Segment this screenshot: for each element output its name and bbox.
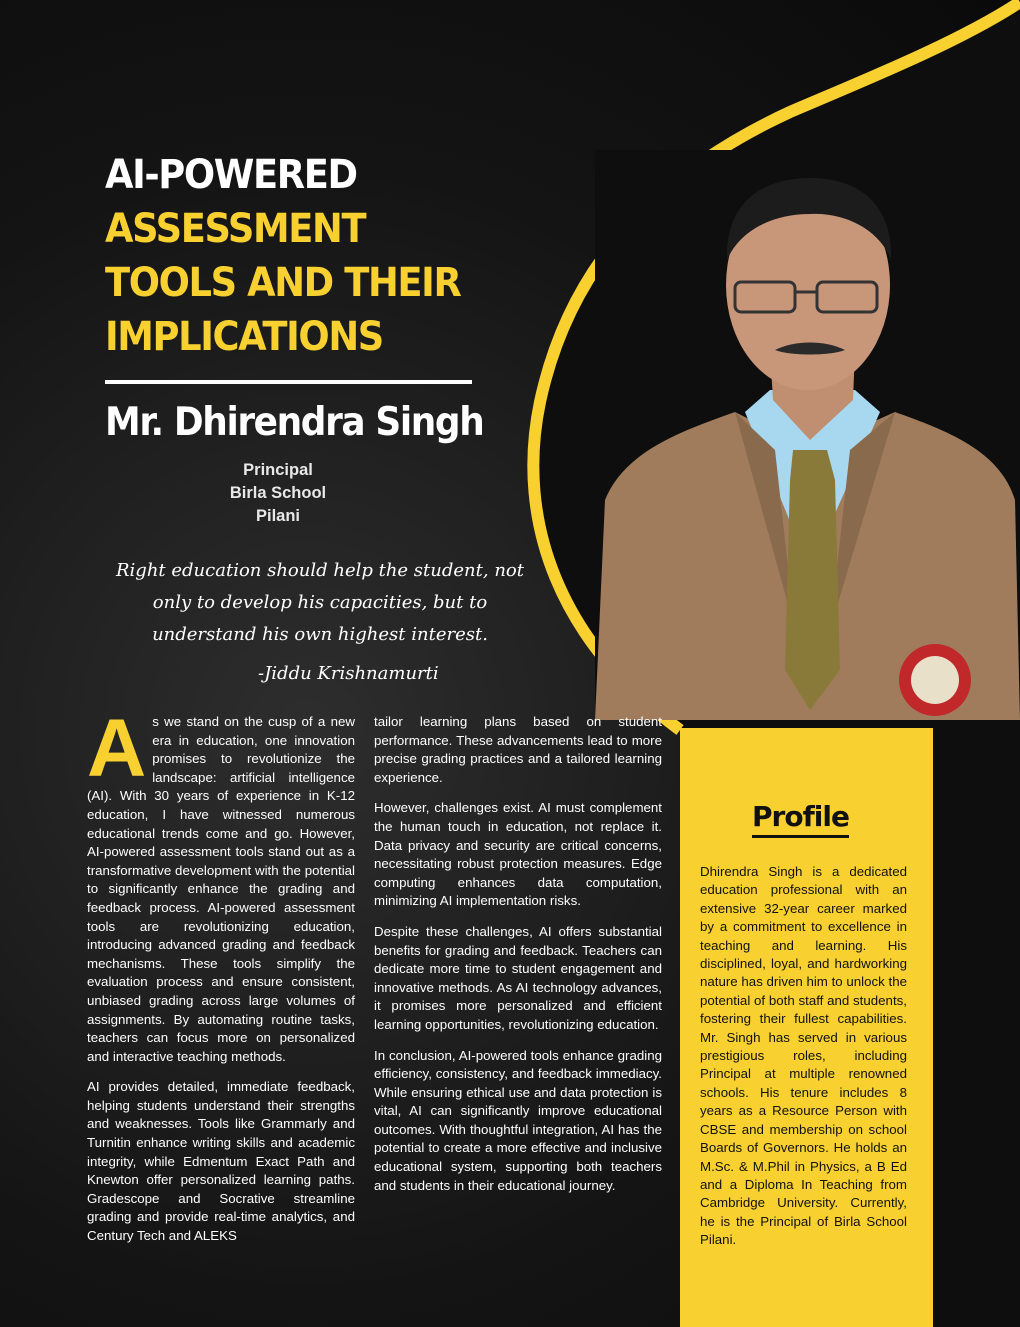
paragraph-6: In conclusion, AI-powered tools enhance grading efficiency, consistency, and feedback immediacy. While ensuring ethical use and data protection is vital, AI can significantly improve educational outcomes. With thoughtful integration, AI has the potential to create a more effective and inclusive educational system, supporting both teachers and students in their educational journey. [374,1047,662,1193]
paragraph-1-text: s we stand on the cusp of a new era in education, one innovation promises to revolutionize the landscape: artificial intelligence (AI). With 30 years of experience in K-12 education, I have witnessed numerous educational trends come and go. However, AI-powered assessment tools stand out as a transformative development with the potential to significantly enhance the grading and feedback process. AI-powered assessment tools are revolutionizing education, introducing advanced grading and feedback mechanisms. These tools simplify the evaluation process and ensure consistent, unbiased grading across large volumes of assignments. By automating routine tasks, teachers can focus more on personalized and interactive teaching methods. [87,714,355,1064]
title-line-4: IMPLICATIONS [105,314,383,360]
drop-cap: A [87,703,147,794]
author-location: Pilani [255,507,300,525]
author-portrait [595,150,1020,720]
title-line-1: AI-POWERED [105,152,357,198]
profile-heading: Profile [752,800,849,838]
article-column-2 [374,713,662,1207]
author-role: Principal [243,461,313,479]
pull-quote: Right education should help the student, not only to develop his capacities, but to understand his own highest interest. [116,560,524,645]
quote-attribution: -Jiddu Krishnamurti [258,663,439,684]
article-column-1 [87,703,355,1258]
title-line-2: ASSESSMENT [105,206,366,252]
title-line-3: TOOLS AND THEIR [105,260,461,306]
paragraph-3: tailor learning plans based on student performance. These advancements lead to more precise grading practices and a tailored learning experience. [374,714,662,785]
paragraph-4: However, challenges exist. AI must complement the human touch in education, not replace it. Data privacy and security are critical concerns, necessitating robust protection measures. Edge computing enhances data computation, minimizing AI implementation risks. [374,800,662,909]
author-roles [178,459,378,528]
author-school: Birla School [229,484,327,502]
title-divider [105,380,472,384]
author-name: Mr. Dhirendra Singh [105,400,484,445]
article-title [105,148,460,364]
profile-text: Dhirendra Singh is a dedicated education professional with an extensive 32-year career marked by a commitment to excellence in teaching and learning. His disciplined, loyal, and hardworking nature has driven him to unlock the potential of both staff and students, fostering their fullest capabilities. Mr. Singh has served in various prestigious roles, including Principal at multiple renowned schools. His tenure includes 8 years as a Resource Person with CBSE and membership on school Boards of Governors. He holds an M.Sc. & M.Phil in Physics, a B Ed and a Diploma In Teaching from Cambridge University. Currently, he is the Principal of Birla School Pilani. [700,864,907,1248]
paragraph-5: Despite these challenges, AI offers substantial benefits for grading and feedback. Teachers can dedicate more time to student engagement and innovative methods. As AI technology advances, it promises more personalized and efficient learning opportunities, revolutionizing education. [374,923,662,1032]
paragraph-1 [87,703,355,1066]
paragraph-2: AI provides detailed, immediate feedback, helping students understand their strengths and weaknesses. Tools like Grammarly and Turnitin enhance writing skills and academic integrity, while Edmentum Exact Path and Knewton offer personalized learning paths. Gradescope and Socrative streamline grading and provide real-time analytics, and Century Tech and ALEKS [87,1079,355,1244]
